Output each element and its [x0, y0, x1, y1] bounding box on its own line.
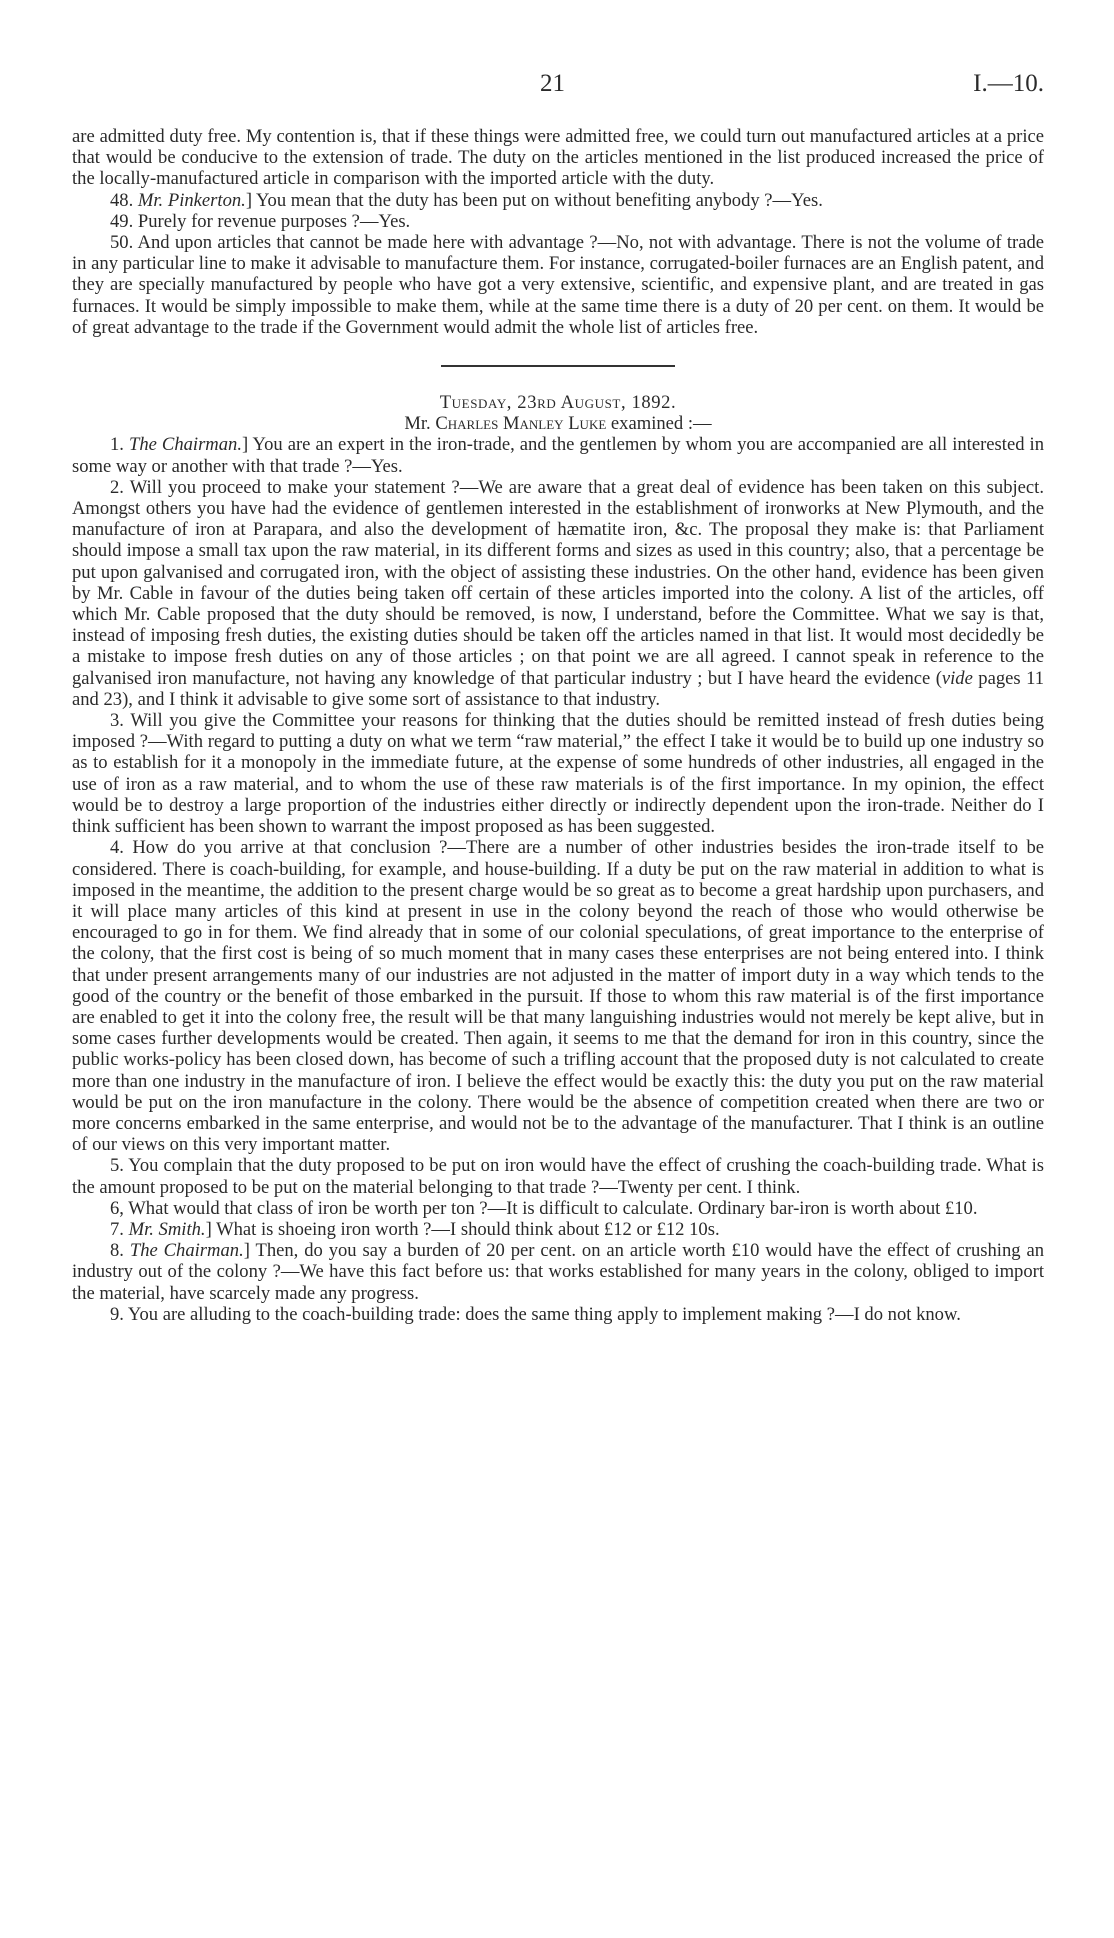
session-date: Tuesday, 23rd August, 1892.: [439, 392, 677, 414]
question-1: [72, 434, 1044, 476]
question-number: 8.: [110, 1240, 130, 1262]
question-5: 5. You complain that the duty proposed to be put on iron would have the effect of crushing the coach-building trade. What is the amount proposed to be put on the material belonging to that trade ?—Twenty per cent. I think.: [72, 1155, 1044, 1198]
document-body: [72, 126, 1044, 1325]
question-text: ] You mean that the duty has been put on without benefiting anybody ?—Yes.: [245, 189, 823, 211]
question-number: 1.: [110, 434, 129, 456]
witness-suffix: examined :—: [606, 413, 712, 435]
question-50: 50. And upon articles that cannot be made here with advantage ?—No, not with advantage. There is not the volume of trade in any particular line to make it advisable to manufacture them. For instance, corrugated-boiler furnaces are an English patent, and they are specially manufactured by people who have got a very extensive, scientific, and expensive plant, and are treated in gas furnaces. It would be simply impossible to make them, while at the same time there is a duty of 20 per cent. on them. It would be of great advantage to the trade if the Government would admit the whole list of articles free.: [72, 232, 1044, 338]
question-48: [72, 190, 1044, 211]
page-header: [0, 70, 1114, 100]
speaker-name: Mr. Pinkerton.: [137, 189, 246, 211]
question-number: 48.: [110, 189, 138, 211]
question-text: 2. Will you proceed to make your statement ?—We are aware that a great deal of evidence has been taken on this subject. Amongst others you have had the evidence of gentlemen interested in the establishment of ironworks at New Plymouth, and the manufacture of iron at Parapara, and also the development of hæmatite iron, &c. The proposal they make is: that Parliament should impose a small tax upon the raw material, in its different forms and sizes as used in this country; also, that a percentage be put upon galvanised and corrugated iron, with the object of assisting these industries. On the other hand, evidence has been given by Mr. Cable in favour of the duties being taken off certain of these articles imported into the colony. A list of the articles, off which Mr. Cable proposed that the duty should be removed, is now, I understand, before the Committee. What we say is that, instead of imposing fresh duties, the existing duties should be taken off the articles named in that list. It would most decidedly be a mistake to impose fresh duties on any of those articles ; on that point we are all agreed. I cannot speak in reference to the galvanised iron manufacture, not having any knowledge of that particular industry ; but I have heard the evidence (: [72, 476, 1044, 689]
question-text-end: pages 11 and 23), and I think it advisable to give some sort of assistance to that industry.: [72, 667, 1044, 710]
speaker-name: Mr. Smith.: [128, 1218, 206, 1240]
question-7: [72, 1219, 1044, 1240]
question-text: ] What is shoeing iron worth ?—I should think about £12 or £12 10s.: [205, 1218, 720, 1240]
question-2: [72, 477, 1044, 710]
question-text: ] Then, do you say a burden of 20 per cent. on an article worth £10 would have the effect of crushing an industry out of the colony ?—We have this fact before us: that works established for many years in the colony, obliged to import the material, have scarcely made any progress.: [72, 1240, 1045, 1304]
question-4: 4. How do you arrive at that conclusion ?—There are a number of other industries besides the iron-trade itself to be considered. There is coach-building, for example, and house-building. If a duty be put on the raw material in addition to what is imposed in the meantime, the addition to the present charge would be so great as to become a great hardship upon purchasers, and it will place many articles of this kind at present in use in the colony beyond the reach of those who would otherwise be encouraged to go in for them. We find already that in some of our colonial speculations, of great importance to the enterprise of the colony, that the first cost is being of so much moment that in many cases these enterprises are not being entered into. I think that under present arrangements many of our industries are not adjusted in the matter of import duty in a way which tends to the good of the country or the benefit of those embarked in the pursuit. If those to whom this raw material is of the first importance are enabled to get it into the colony free, the result will be that many languishing industries would not merely be kept alive, but in some cases further developments would be created. Then again, it seems to me that the demand for iron in this country, since the public works-policy has been closed down, has become of such a trifling account that the proposed duty is not calculated to create more than one industry in the manufacture of iron. I believe the effect would be exactly this: the duty you put on the raw material would be put on the iron manufacture in the colony. There would be the absence of competition created when there are two or more concerns embarked in the same enterprise, and would not be to the advantage of the manufacturer. That I think is an outline of our views on this very important matter.: [72, 837, 1044, 1156]
witness-title: Mr.: [404, 413, 436, 435]
page-number: 21: [540, 70, 565, 97]
question-49: 49. Purely for revenue purposes ?—Yes.: [110, 210, 411, 232]
question-8: [72, 1240, 1044, 1304]
question-number: 7.: [110, 1218, 129, 1240]
paragraph-continuation: are admitted duty free. My contention is, that if these things were admitted free, we could turn out manufactured articles at a price that would be conducive to the extension of trade. The duty on the articles mentioned in the list produced increased the price of the locally-manufactured article in comparison with the imported article with the duty.: [72, 126, 1044, 190]
question-text: ] You are an expert in the iron-trade, and the gentlemen by whom you are accompanied are all interested in some way or another with that trade ?—Yes.: [72, 434, 1044, 477]
witness-name: Charles Manley Luke: [435, 413, 607, 435]
section-divider: [441, 365, 675, 367]
witness-heading: [72, 413, 1044, 434]
document-reference: I.—10.: [973, 70, 1044, 97]
speaker-name: The Chairman.: [128, 434, 242, 456]
question-9: 9. You are alluding to the coach-building trade: does the same thing apply to implement making ?—I do not know.: [110, 1303, 961, 1325]
question-6: 6, What would that class of iron be worth per ton ?—It is difficult to calculate. Ordinary bar-iron is worth about £10.: [110, 1197, 978, 1219]
question-3: 3. Will you give the Committee your reasons for thinking that the duties should be remitted instead of fresh duties being imposed ?—With regard to putting a duty on what we term “raw material,” the effect I take it would be to build up one industry so as to establish for it a monopoly in the immediate future, at the expense of some hundreds of other industries, all engaged in the use of iron as a raw material, and to whom the use of these raw materials is of the first importance. In my opinion, the effect would be to destroy a large proportion of the industries either directly or indirectly dependent upon the iron-trade. Neither do I think sufficient has been shown to warrant the impost proposed as has been suggested.: [72, 710, 1044, 838]
latin-term: vide: [941, 667, 973, 689]
speaker-name: The Chairman.: [129, 1240, 244, 1262]
